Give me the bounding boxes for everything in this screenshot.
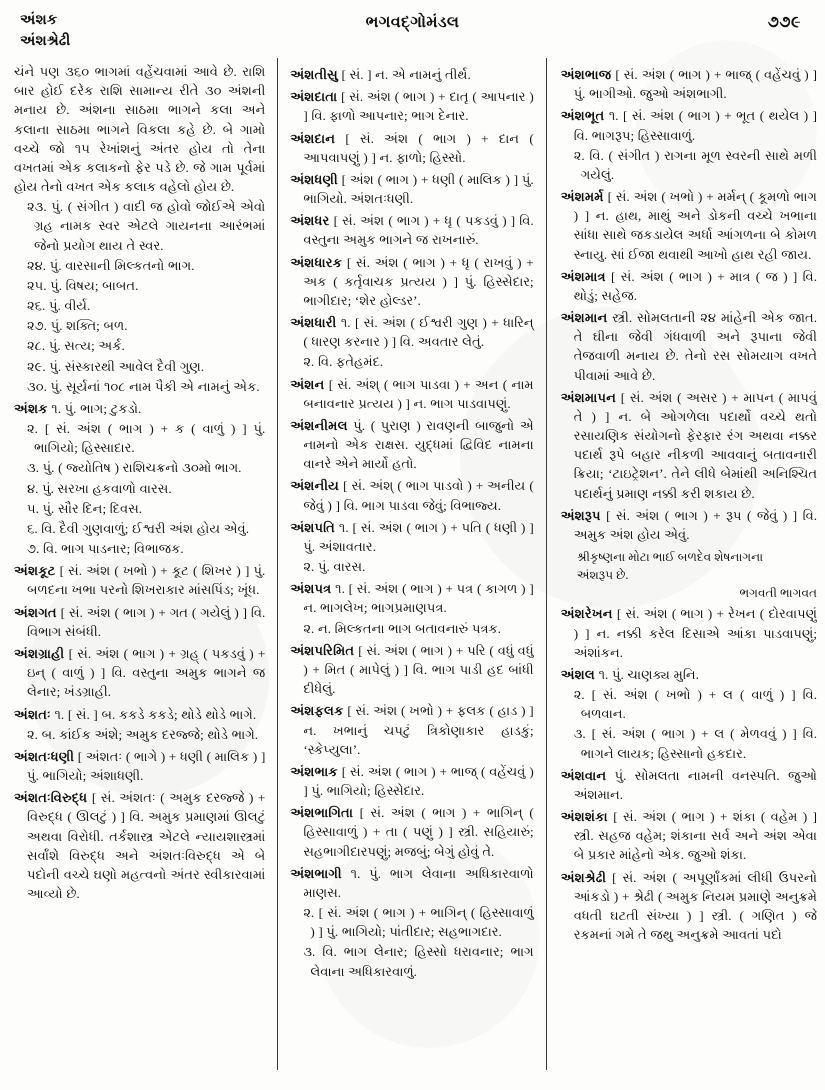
- dictionary-entry: [290, 313, 533, 351]
- sense-text: ૨. [ સં. અંશ ( ભાગ ) + ભાગિન્ ( હિસ્સાવાળું ) ] પું. ભાગિયો; પાંતીદાર; સહભાગદાર.: [303, 905, 534, 940]
- entry-definition: [ સં. અંશ ( ભાગ ) + પરિ ( વધું વધું ) + મિત ( માપેલું ) ] વિ. ભાગ પાડી હદ બાંધી દીધેલું.: [303, 642, 534, 697]
- entry-sense: [14, 539, 265, 558]
- entry-definition: [ સં. અંશ ( ભાગ ) + ધૃ ( પકડવું ) ] વિ. વસ્તુના અમુક ભાગને જ રાખનારું.: [303, 213, 534, 248]
- dictionary-entry: [561, 308, 817, 385]
- entry-headword: અંશકૂટ: [14, 563, 56, 579]
- entry-headword: અંશભાજ: [560, 67, 612, 82]
- entry-headword: અંશભાક: [290, 763, 338, 779]
- entry-sense: [290, 619, 533, 638]
- entry-sense: [14, 197, 265, 255]
- entry-headword: અંશતીસુ: [290, 67, 338, 82]
- entry-headword: અંશધણી: [290, 171, 338, 187]
- dictionary-entry: [290, 579, 533, 617]
- dictionary-entry: [290, 170, 533, 208]
- entry-sense: [14, 377, 265, 396]
- entry-headword: અંશમર્મ: [560, 189, 604, 205]
- entry-headword: અંશપતિ: [290, 519, 335, 535]
- entry-sense: [14, 316, 265, 335]
- entry-sense: [14, 336, 265, 355]
- entry-sense: [14, 296, 265, 315]
- entry-headword: અંશભૂત: [560, 108, 605, 124]
- entry-definition: [ અંશતઃ ( ભાગે ) + ધણી ( માલિક ) ] પું. ભાગિયો; અંશાધણી.: [27, 748, 266, 784]
- sense-text: ૨. પું. વારસ.: [303, 559, 366, 575]
- entry-sense: [290, 352, 533, 371]
- dictionary-entry: [561, 868, 817, 945]
- entry-headword: અંશદાતા: [290, 89, 338, 105]
- dictionary-entry: [14, 399, 265, 418]
- entry-definition: [ સં. અંશ ( ભાગ ) + ગત ( ગયેલું ) ] વિ. વિભાગ સંબંધી.: [27, 604, 266, 639]
- page-header: [0, 0, 825, 60]
- entry-definition: [ સં. ] ન. એ નામનું તીર્થ.: [337, 67, 471, 82]
- dictionary-entry: [14, 747, 265, 785]
- dictionary-entry: [290, 518, 533, 556]
- entry-sense: [561, 724, 817, 762]
- sense-text: ૫. પું. સૌર દિન; દિવસ.: [27, 500, 143, 516]
- sense-text: ૩. પું. ( જ્યોતિષ ) રાશિચક્રનો ૩૦મો ભાગ.: [27, 460, 242, 476]
- guide-word-last: અંશશ્રેઢી: [20, 32, 71, 49]
- sense-text: ૩૦. પું. સૂર્યનાં ૧૦૮ નામ પૈકી એ નામનું એક.: [27, 378, 260, 394]
- page-columns: [14, 62, 817, 1072]
- citation-source: ભગવતી ભાગવત: [739, 586, 817, 601]
- sense-text: ૭. વિ. ભાગ પાડનાર; વિભાજક.: [27, 541, 184, 557]
- entry-sense: [14, 419, 265, 457]
- entry-headword: અંશમાપન: [560, 389, 617, 405]
- entry-headword: અંશભાગી: [290, 865, 342, 881]
- entry-definition: [ સં. અંશ ( ખભો ) + ફલક ( હાડ ) ] ન. ખભાનું ચપટું ત્રિકોણાકાર હાડકું; ‘સ્કેપ્યુલા’.: [303, 703, 534, 757]
- entry-sense: [14, 276, 265, 295]
- entry-definition: [ સં. અંશ ( અપૂર્ણાંકમાં લીધી ઉપરનો આંકડો ) + શ્રેઢી ( અમુક નિયમ પ્રમાણે અનુક્રમે વધતી ઘટતી સંખ્યા ) ] સ્ત્રી. ( ગણિત ) જે રકમનાં ગમે તે જથુ અનુક્રમે આવતાં પદો: [573, 869, 817, 943]
- entry-sense: [14, 458, 265, 477]
- dictionary-entry: [561, 665, 817, 684]
- entry-headword: અંશમાન: [560, 310, 608, 326]
- sense-text: ૨. [ સં. અંશ ( ખભો ) + લ ( વાળું ) ] વિ. બળવાન.: [573, 687, 817, 722]
- sense-text: ૨૮. પું. સત્ય; અર્ક.: [27, 338, 125, 354]
- dictionary-entry: [561, 506, 817, 544]
- dictionary-entry: [14, 788, 265, 903]
- entry-definition: ૧. પું. ભાગ લેવાના અધિકારવાળો માણસ.: [303, 865, 534, 900]
- entry-definition: ૧. [ સં. અંશ ( ઈશ્વરી ગુણ ) + ધારિન્ ( ધારણ કરનાર ) ] વિ. અવતાર લેતું.: [303, 315, 534, 350]
- sense-text: ૨. બ. કાંઈક અંશે; અમુક દરજ્જે; થોડે ભાગે.: [27, 726, 259, 742]
- dictionary-entry: [14, 644, 265, 702]
- sense-text: ૨. વિ. ફતેહમંદ.: [303, 354, 384, 370]
- entry-definition: [ સં. અંશ ( ભાગ ) + રૂપ ( જેવું ) ] વિ. અમુક અંશ હોય એવું.: [573, 507, 817, 542]
- dictionary-entry: [561, 267, 817, 305]
- entry-sense: [14, 499, 265, 518]
- entry-headword: અંશગ્રાહી: [14, 645, 65, 661]
- dictionary-entry: [561, 187, 817, 264]
- dictionary-entry: [14, 603, 265, 641]
- entry-headword: અંશગત: [14, 604, 57, 620]
- entry-definition: [ અંશ ( ભાગ ) + ધણી ( માલિક ) ] પું. ભાગિયો. અંશતઃધણી.: [303, 171, 534, 207]
- entry-headword: અંશપરિમિત: [290, 642, 355, 658]
- entry-headword: અંશશંકા: [560, 809, 608, 825]
- entry-definition: [ સં. અંશ ( ભાગ ) + ભાજ્ ( વહેંચવું ) ] પું. ભાગીઓ. જુઓ અંશભાગી.: [573, 67, 817, 102]
- dictionary-entry: [290, 803, 533, 861]
- entry-definition: ૧. [ સં. અંશ ( ભાગ ) + ભૂત ( થયેલ ) ] વિ. ભાગરૂપ; હિસ્સાવાળું.: [573, 108, 817, 143]
- entry-definition: [ સં. અંશતઃ ( અમુક દરજ્જે ) + વિરુદ્ધ ( ઊલટું ) ] વિ. અમુક પ્રમાણમાં ઊલટું અથવા વિરોધી. તર્કશાસ્ત્ર એટલે ન્યાયશાસ્ત્રમાં સર્વાંશે વિરુદ્ધ અને અંશતઃવિરુદ્ધ એ બે પદોની વચ્ચે ઘણો મહત્વનો અંતર સ્વીકારવામાં આવ્યો છે.: [27, 790, 266, 902]
- entry-headword: અંશશ્રેઢી: [560, 869, 607, 885]
- entry-definition: [ સં. અંશ ( ભાગ ) + રેખન ( દોરવાપણું ) ] ન. નક્કી કરેલ દિસાએ આંકા પાડવાપણું; અંશાંકન.: [573, 606, 817, 660]
- entry-sense: [14, 357, 265, 376]
- entry-definition: [ સં. અંશ્ ( ભાગ પાડવો ) + અનીય ( જેવું ) ] વિ. ભાગ પાડવા જેવું; વિભાજ્ય.: [303, 478, 534, 513]
- entry-definition: [ સં. અંશ ( ભાગ ) + ભાજ્ ( વહેંચવું ) ] પું. ભાગિયો; હિસ્સેદાર.: [303, 763, 534, 799]
- entry-definition: [ સં. અંશ ( ભાગ ) + ધૃ ( રાખવું ) + અક ( કર્તૃવાચક પ્રત્યય ) ] પું. હિસ્સેદાર; ભાગીદાર; ‘શેર હોલ્ડર’.: [303, 254, 534, 308]
- sense-text: ૩. [ સં. અંશ ( ભાગ ) + લ ( મેળવવું ) ] વિ. ભાગને લાયક; હિસ્સાનો હકદાર.: [573, 726, 817, 761]
- citation-line: શ્રીકૃષ્ણના મોટા ભાઈ બળદેવ શેષનાગના: [576, 550, 764, 565]
- dictionary-entry: [561, 766, 817, 804]
- dictionary-entry: [290, 416, 533, 474]
- entry-headword: અંશતઃવિરુદ્ધ: [14, 790, 88, 806]
- entry-definition: ૧. [ સં. અંશ ( ભાગ ) + પત્ર ( કાગળ ) ] ન. ભાગલેખ; ભાગપ્રમાણપત્ર.: [303, 581, 534, 616]
- entry-definition: પું. સોમલતા નામની વનસ્પતિ. જુઓ અંશમાન.: [573, 767, 817, 802]
- sense-text: ૨૪. પું. વારસાની મિલ્કતનો ભાગ.: [27, 257, 195, 273]
- dictionary-entry: [290, 701, 533, 759]
- entry-headword: અંશલ: [560, 666, 595, 682]
- sense-text: ૨૬. પું. વીર્ય.: [27, 298, 91, 314]
- dictionary-entry: [290, 641, 533, 699]
- entry-headword: અંશરેખન: [560, 606, 613, 622]
- entry-definition: સ્ત્રી. સોમલતાની ૨૪ માંહેની એક જાત. તે ઘીના જેવી ગંધવાળી અને રૂપાના જેવી તેજવાળી મનાય છે. તેનો રસ સોમયાગ વખતે પીવામાં આવે છે.: [573, 310, 817, 383]
- dictionary-entry: [561, 604, 817, 662]
- entry-sense: [290, 942, 533, 980]
- dictionary-entry: [290, 65, 533, 84]
- dictionary-entry: [561, 106, 817, 144]
- entry-sense: [290, 557, 533, 576]
- sense-text: ૬. વિ. દૈવી ગુણવાળું; ઈશ્વરી અંશ હોય એવું.: [27, 520, 249, 536]
- entry-headword: અંશધર: [290, 213, 330, 229]
- guide-word-first: અંશક: [20, 12, 58, 28]
- dictionary-entry: [561, 388, 817, 503]
- entry-definition: [ સં. અંશ ( ભાગ ) + ભાગિન્ ( હિસ્સાવાળું ) + તા ( પણું ) ] સ્ત્રી. સહિયારું; સહભાગીદારપણું; મજબું; બેગું હોવું તે.: [303, 805, 534, 859]
- citation-attribution: [561, 586, 817, 601]
- entry-continuation: [14, 62, 265, 196]
- dictionary-entry: [561, 65, 817, 103]
- entry-headword: અંશક: [14, 400, 48, 416]
- entry-headword: અંશધારક: [290, 254, 343, 270]
- entry-headword: અંશનીમલ: [290, 417, 348, 433]
- entry-headword: અંશન: [290, 376, 325, 392]
- book-title: ભગવદ્ગોમંડલ: [365, 14, 460, 31]
- entry-headword: અંશવાન: [560, 767, 607, 783]
- dictionary-entry: [290, 211, 533, 249]
- entry-headword: અંશતઃધણી: [14, 748, 75, 764]
- sense-text: ૨૫. પું. વિષય; બાબત.: [27, 277, 139, 293]
- entry-definition: [ સં. અંશ ( ખભો ) + મર્મન્ ( કૂમળો ભાગ ) ] ન. હાથ, માથું અને ડોકની વચ્ચે ખભાના સાંધા સાથે જકડાયેલ અર્ધા આંગળના બે કોમળ સ્નાયુ. સાં ઈજા થવાથી આખો હાથ રહી જાય.: [573, 189, 817, 262]
- entry-sense: [561, 146, 817, 184]
- entry-sense: [290, 903, 533, 941]
- page-number: ૭૭૯: [767, 14, 801, 31]
- entry-headword: અંશનીય: [290, 478, 340, 494]
- entry-definition: [ સં. અંશ ( ભાગ ) + દાતૃ ( આપનાર ) ] વિ. ફાળો આપનાર; ભાગ દેનાર.: [303, 89, 534, 124]
- sense-text: ૨૯. પું. સંસ્કારથી આવેલ દૈવી ગુણ.: [27, 358, 205, 374]
- sense-text: ૨૭. પું. શક્તિ; બળ.: [27, 318, 128, 334]
- entry-definition: [ સં. અંશ ( ખભો ) + કૂટ ( શિખર ) ] પું. બળદના ખભા પરનો શિખરાકાર માંસપિંડ; ખૂંધ.: [27, 563, 266, 598]
- dictionary-entry: [14, 705, 265, 724]
- entry-sense: [14, 725, 265, 744]
- sense-text: ૨. ન. મિલ્કતના ભાગ બતાવનારું પત્રક.: [303, 620, 502, 636]
- text-column-2: [278, 62, 545, 1072]
- sense-text: ૨૩. પું. ( સંગીત ) વાદી જ હોવો જોઈએ એવો ગ્રહ નામક સ્વર એટલે ગાયનના આરંભમાં જેનો પ્રયોગ થાય તે સ્વર.: [27, 199, 266, 253]
- text-column-3: [547, 62, 817, 1072]
- entry-headword: અંશતઃ: [14, 706, 51, 722]
- entry-definition: [ સં. અંશ્ ( ભાગ પાડવા ) + અન ( નામ બનાવનાર પ્રત્યય ) ] ન. ભાગ પાડવાપણું.: [303, 376, 534, 411]
- sense-text: ૨. વિ. ( સંગીત ) રાગના મૂળ સ્વરની સાથે મળી ગયેલું.: [573, 147, 817, 182]
- entry-definition: ૧. [ સં. ] બ. કકડે કકડે; થોડે થોડે ભાગે.: [50, 706, 257, 722]
- entry-definition: [ સં. અંશ ( ભાગ ) + ગ્રહ્ ( પકડવું ) + ઇન્ ( વાળું ) ] વિ. વસ્તુના અમુક ભાગને જ લેનાર; ખંડગ્રાહી.: [27, 645, 266, 700]
- dictionary-entry: [290, 864, 533, 902]
- sense-text: ૨. [ સં. અંશ ( ભાગ ) + ક ( વાળું ) ] પું. ભાગિયો; હિસ્સાદાર.: [27, 421, 266, 456]
- citation-block: [561, 548, 817, 584]
- entry-headword: અંશફલક: [290, 703, 344, 719]
- sense-text: ૪. પું. સરખા હકવાળો વારસ.: [27, 480, 172, 496]
- dictionary-entry: [561, 807, 817, 865]
- dictionary-entry: [290, 762, 533, 800]
- dictionary-entry: [290, 476, 533, 514]
- entry-definition: પું. ( પુરાણ ) રાવણની બાજુનો એ નામનો એક રાક્ષસ. યુદ્ધમાં દ્વિવિદ નામના વાનરે એને માર્યો હતો.: [303, 417, 534, 472]
- sense-text: ૩. વિ. ભાગ લેનાર; હિસ્સો ધરાવનાર; ભાગ લેવાના અધિકારવાળું.: [303, 944, 534, 979]
- entry-headword: અંશપત્ર: [290, 581, 332, 597]
- entry-definition: ૧. પું. ભાગ; ટુકડો.: [47, 400, 142, 416]
- entry-headword: અંશધારી: [290, 315, 337, 331]
- entry-sense: [561, 685, 817, 723]
- entry-headword: અંશભાગિતા: [290, 805, 354, 821]
- entry-definition: ૧. [ સં. અંશ ( ભાગ ) + પતિ ( ધણી ) ] પું. અંશાવતાર.: [303, 519, 534, 554]
- entry-definition: [ સં. અંશ ( ભાગ ) + શંકા ( વહેમ ) ] સ્ત્રી. સહજ વહેમ; શંકાના સર્વ અને અંશ એવા બે પ્રકાર માંહેનો એક. જુઓ શંકા.: [573, 809, 817, 863]
- entry-definition: [ સં. અંશ ( ભાગ ) + માત્ર ( જ ) ] વિ. થોડું; સહેજ.: [573, 268, 817, 303]
- dictionary-entry: [290, 129, 533, 167]
- entry-definition: [ સં. અંશ ( અસર ) + માપન ( માપવું તે ) ] ન. બે ઓગળેલા પદાર્થો વચ્ચે થતો રસાયણિક સંયોગનો ફેરફાર રંગ અથવા નક્કર પદાર્થ રૂપે બહાર નીકળી આવવાનું બતાવનારી ક્રિયા; ‘ટાઇટ્રેશન’. તેને લીધે બેમાંથી અનિશ્ચિત પદાર્થનું પ્રમાણ નક્કી કરી શકાય છે.: [573, 389, 817, 501]
- entry-headword: અંશમાત્ર: [560, 268, 606, 284]
- dictionary-entry: [290, 87, 533, 125]
- entry-sense: [14, 479, 265, 498]
- entry-headword: અંશદાન: [290, 130, 336, 146]
- entry-sense: [14, 256, 265, 275]
- continuation-text: ચંને પણ ૩૬૦ ભાગમાં વહેંચવામાં આવે છે. રાશિ બાર હોઈ દરેક રાશિ સામાન્ય રીતે ૩૦ અંશની મનાય છે. અંશના સાઠમા ભાગને કલા અને કલાના સાઠમા ભાગને વિકલા કહે છે. બે ગામો વચ્ચે જો ૧૫ રેખાંશનું અંતર હોય તો તેના વખતમાં એક કલાકનો ફેર પડે છે. જે ગામ પૂર્વમાં હોય તેનો વખત એક કલાક વહેલો હોય છે.: [14, 64, 266, 195]
- dictionary-entry: [14, 561, 265, 599]
- entry-headword: અંશરૂપ: [560, 507, 601, 523]
- dictionary-entry: [290, 375, 533, 413]
- entry-definition: [ સં. અંશ ( ભાગ ) + દાન ( આપવાપણું ) ] ન. ફાળો; હિસ્સો.: [303, 130, 534, 165]
- dictionary-entry: [290, 253, 533, 311]
- entry-definition: ૧. પું. ચાણક્ય મુનિ.: [594, 666, 699, 682]
- entry-sense: [14, 519, 265, 538]
- citation-line: અંશરૂપ છે.: [576, 568, 629, 583]
- text-column-1: [14, 62, 277, 1072]
